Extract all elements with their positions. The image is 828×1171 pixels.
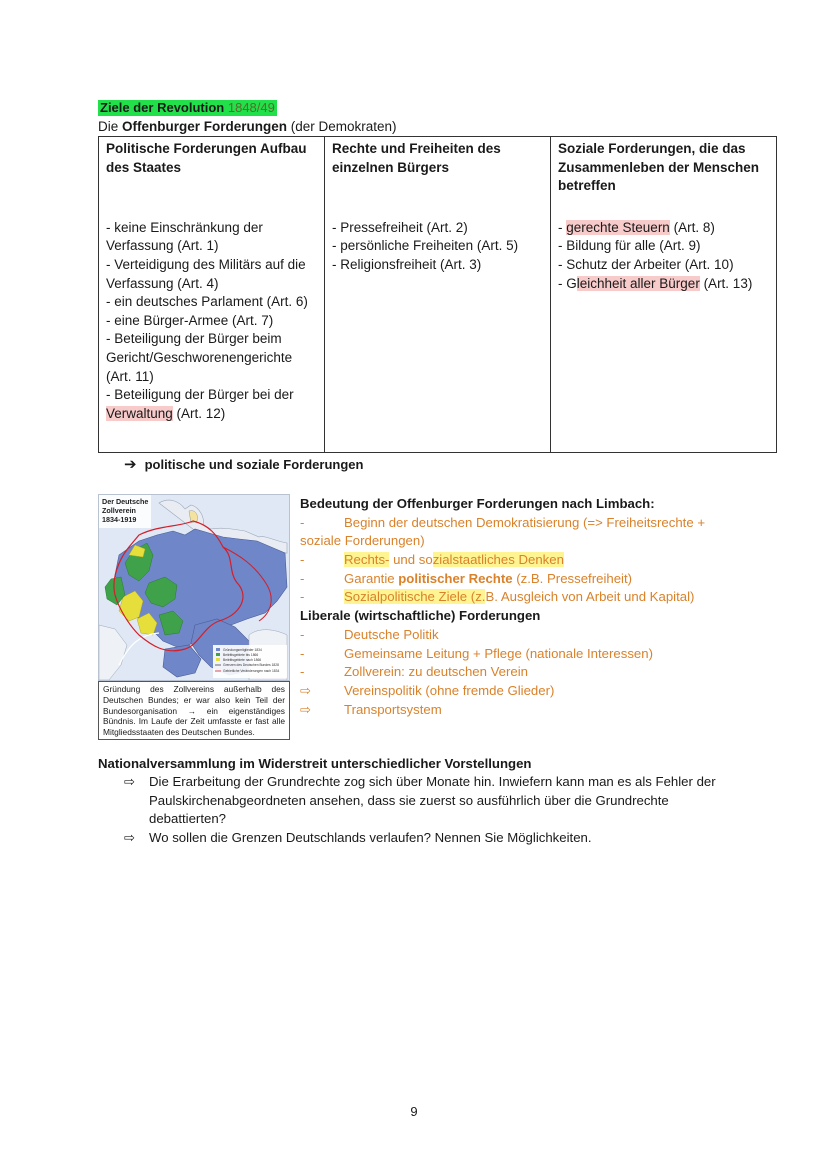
list-item: - Beteiligung der Bürger beim Gericht/Geschworenengerichte (Art. 11) — [106, 331, 293, 384]
item-text — [344, 588, 694, 607]
item-text-post: B. Ausgleich von Arbeit und Kapital) — [485, 589, 695, 605]
item-text: Zollverein: zu deutschen Verein — [344, 664, 528, 680]
header-political: Politische Forderungen Aufbau des Staates — [99, 137, 325, 199]
table-header-row — [99, 137, 777, 199]
list-item — [300, 626, 770, 645]
item-text — [344, 570, 632, 589]
legend-label: Beitrittsgebiete nach 1866 — [223, 658, 262, 662]
page-number: 9 — [410, 1104, 418, 1119]
subtitle — [98, 118, 397, 135]
dash-marker: - — [300, 664, 305, 680]
list-item — [300, 551, 770, 570]
subtitle-post: (der Demokraten) — [287, 119, 397, 134]
highlight: Verwaltung — [106, 405, 173, 421]
subtitle-bold: Offenburger Forderungen — [122, 119, 288, 134]
list-item: - Beteiligung der Bürger bei der — [106, 387, 294, 403]
item-text — [344, 551, 564, 570]
list-item: - keine Einschränkung der Verfassung (Art. 1) — [106, 219, 263, 254]
item-text-bold: politischer Rechte — [398, 570, 513, 586]
item-text-post: (z.B. Pressefreiheit) — [512, 570, 633, 586]
item-text-mid: und so — [389, 552, 433, 568]
list-item — [124, 829, 744, 848]
table-row — [99, 199, 777, 453]
cell-social — [551, 199, 777, 453]
list-item: - Bildung für alle (Art. 9) — [558, 238, 701, 254]
dash-marker: - — [300, 514, 305, 530]
list-item-prefix: - G — [558, 275, 577, 291]
list-item: - Pressefreiheit (Art. 2) — [332, 219, 468, 235]
list-item: - persönliche Freiheiten (Art. 5) — [332, 238, 519, 254]
nationalversammlung-heading: Nationalversammlung im Widerstreit unterschiedlicher Vorstellungen — [98, 756, 532, 771]
map-title-1: Der Deutsche — [102, 497, 149, 506]
arrow-right-icon: ⇨ — [300, 701, 312, 717]
list-item: - Verteidigung des Militärs auf die Verfassung (Art. 4) — [106, 256, 306, 291]
item-text: Gemeinsame Leitung + Pflege (nationale Interessen) — [344, 645, 653, 661]
list-item-suffix: (Art. 13) — [699, 275, 753, 291]
cell-political — [99, 199, 325, 453]
map-title-3: 1834-1919 — [102, 515, 137, 524]
arrow-right-icon: ➔ — [124, 456, 137, 473]
map-caption: Gründung des Zollvereins außerhalb des Deutschen Bundes; er war also kein Teil der Bundesorganisation → ein eigenständiges Bündnis. Im Laufe der Zeit umfasste er fast alle Mitgliedsstaaten des Deutschen Bundes. — [98, 681, 290, 740]
header-rights: Rechte und Freiheiten des einzelnen Bürgers — [325, 137, 551, 199]
list-item — [300, 514, 770, 533]
dash-marker: - — [300, 626, 305, 642]
list-item — [124, 773, 744, 829]
list-item: - eine Bürger-Armee (Art. 7) — [106, 312, 274, 328]
list-item: - Religionsfreiheit (Art. 3) — [332, 256, 482, 272]
item-text-pre: Garantie — [344, 570, 399, 586]
conclusion-line — [124, 457, 363, 473]
header-social: Soziale Forderungen, die das Zusammenleben der Menschen betreffen — [551, 137, 777, 199]
list-item — [300, 570, 770, 589]
highlight: leichheit aller Bürger — [576, 275, 700, 291]
dash-marker: - — [300, 552, 305, 568]
bedeutung-heading: Bedeutung der Offenburger Forderungen nach Limbach: — [300, 496, 655, 511]
list-item — [300, 588, 770, 607]
highlight: Rechts- — [344, 552, 390, 568]
list-item — [300, 663, 770, 682]
highlight: Sozialpolitische Ziele (z. — [344, 589, 486, 605]
highlight: zialstaatliches Denken — [432, 552, 564, 568]
list-item — [558, 219, 769, 238]
title-year: 1848/49 — [227, 100, 275, 115]
map-graphic — [99, 495, 289, 680]
list-item: - Schutz der Arbeiter (Art. 10) — [558, 256, 734, 272]
map-title-2: Zollverein — [102, 506, 136, 515]
zollverein-map — [98, 494, 290, 681]
question-list — [124, 773, 744, 848]
section-title — [98, 100, 277, 116]
dash-marker: - — [300, 570, 305, 586]
list-item — [300, 682, 770, 701]
question-text: Die Erarbeitung der Grundrechte zog sich über Monate hin. Inwiefern kann man es als Fehler der Paulskirchenabgeordneten ansehen, dass sie zuerst so ausführlich über die Grundrechte debattierten? — [149, 774, 716, 827]
item-text: Beginn der deutschen Demokratisierung (=> Freiheitsrechte + — [344, 514, 706, 530]
list-item: - ein deutsches Parlament (Art. 6) — [106, 294, 308, 310]
list-item — [300, 645, 770, 664]
list-item — [558, 275, 769, 294]
legend-label: Gründungsmitglieder 1834 — [223, 648, 262, 652]
subtitle-pre: Die — [98, 119, 123, 134]
item-text: Deutsche Politik — [344, 626, 439, 642]
highlight: gerechte Steuern — [566, 219, 670, 235]
dash-marker: - — [300, 645, 305, 661]
arrow-right-icon: ⇨ — [300, 682, 312, 698]
conclusion-text: politische und soziale Forderungen — [144, 457, 364, 472]
list-item-prefix: - — [558, 219, 567, 235]
arrow-right-icon: ⇨ — [124, 774, 136, 789]
demands-table — [98, 136, 777, 453]
list-item-suffix: (Art. 12) — [172, 405, 226, 421]
arrow-right-icon: ⇨ — [124, 830, 136, 846]
title-text: Ziele der Revolution — [100, 100, 228, 115]
liberal-heading: Liberale (wirtschaftliche) Forderungen — [300, 608, 541, 624]
question-text: Wo sollen die Grenzen Deutschlands verlaufen? Nennen Sie Möglichkeiten. — [149, 830, 592, 846]
legend-label: Gebietliche Veränderungen nach 1834 — [223, 669, 280, 673]
dash-marker: - — [300, 589, 305, 605]
item-text: Vereinspolitik (ohne fremde Glieder) — [344, 682, 555, 698]
bedeutung-section — [300, 495, 770, 719]
legend-label: Beitrittsgebiete bis 1866 — [223, 653, 259, 657]
list-item-continuation: soziale Forderungen) — [300, 533, 425, 549]
list-item — [106, 405, 317, 424]
list-item-suffix: (Art. 8) — [669, 219, 715, 235]
item-text: Transportsystem — [344, 701, 442, 717]
cell-rights — [325, 199, 551, 453]
list-item — [300, 701, 770, 720]
legend-label: Grenzen des Deutschen Bundes 1828 — [223, 663, 279, 667]
